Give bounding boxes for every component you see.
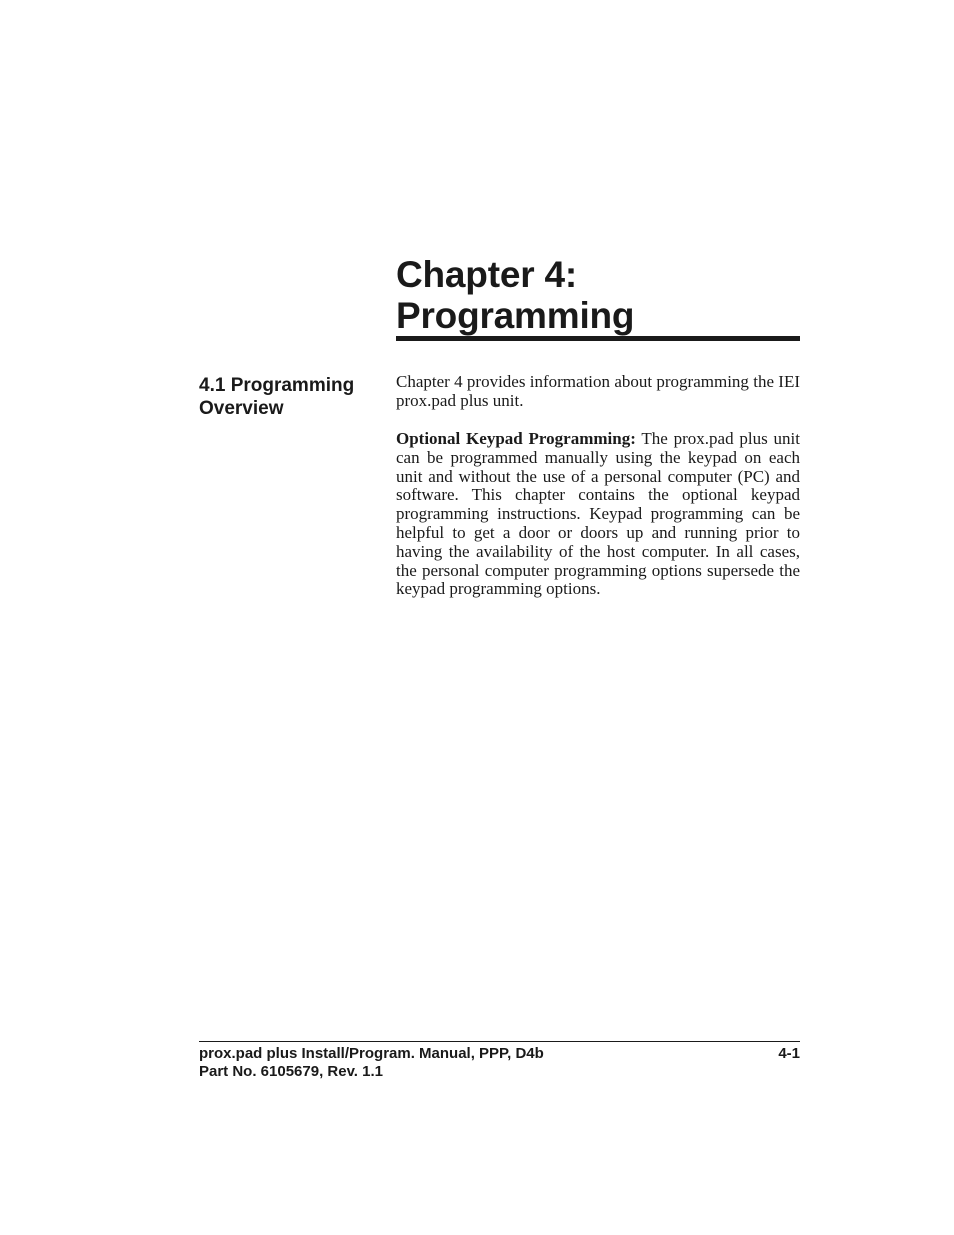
page-number: 4-1 bbox=[778, 1045, 800, 1062]
section-heading bbox=[199, 374, 379, 420]
footer-manual-title: prox.pad plus Install/Program. Manual, PPP, D4b bbox=[199, 1045, 544, 1062]
section-heading-line2: Overview bbox=[199, 398, 284, 419]
footer-line-2 bbox=[199, 1063, 800, 1081]
chapter-title bbox=[396, 254, 800, 336]
chapter-title-line2: Programming bbox=[396, 295, 635, 336]
run-in-heading: Optional Keypad Programming: bbox=[396, 429, 636, 448]
footer-line-1 bbox=[199, 1045, 800, 1063]
footer-rule bbox=[199, 1041, 800, 1042]
paragraph-text: Chapter 4 provides information about programming the IEI prox.pad plus unit. bbox=[396, 372, 800, 410]
section-heading-line1: 4.1 Programming bbox=[199, 375, 355, 396]
paragraph-text: The prox.pad plus unit can be programmed manually using the keypad on each unit and without the use of a personal computer (PC) and software. This chapter contains the optional keypad programming instructions. Keypad programming can be helpful to get a door or doors up and running prior to having the availability of the host computer. In all cases, the personal computer programming options supersede the keypad programming options. bbox=[396, 429, 800, 599]
chapter-title-line1: Chapter 4: bbox=[396, 254, 577, 295]
body-paragraph-keypad bbox=[396, 430, 800, 599]
footer-part-number: Part No. 6105679, Rev. 1.1 bbox=[199, 1063, 383, 1080]
body-paragraph-intro bbox=[396, 373, 800, 411]
chapter-title-rule bbox=[396, 336, 800, 341]
